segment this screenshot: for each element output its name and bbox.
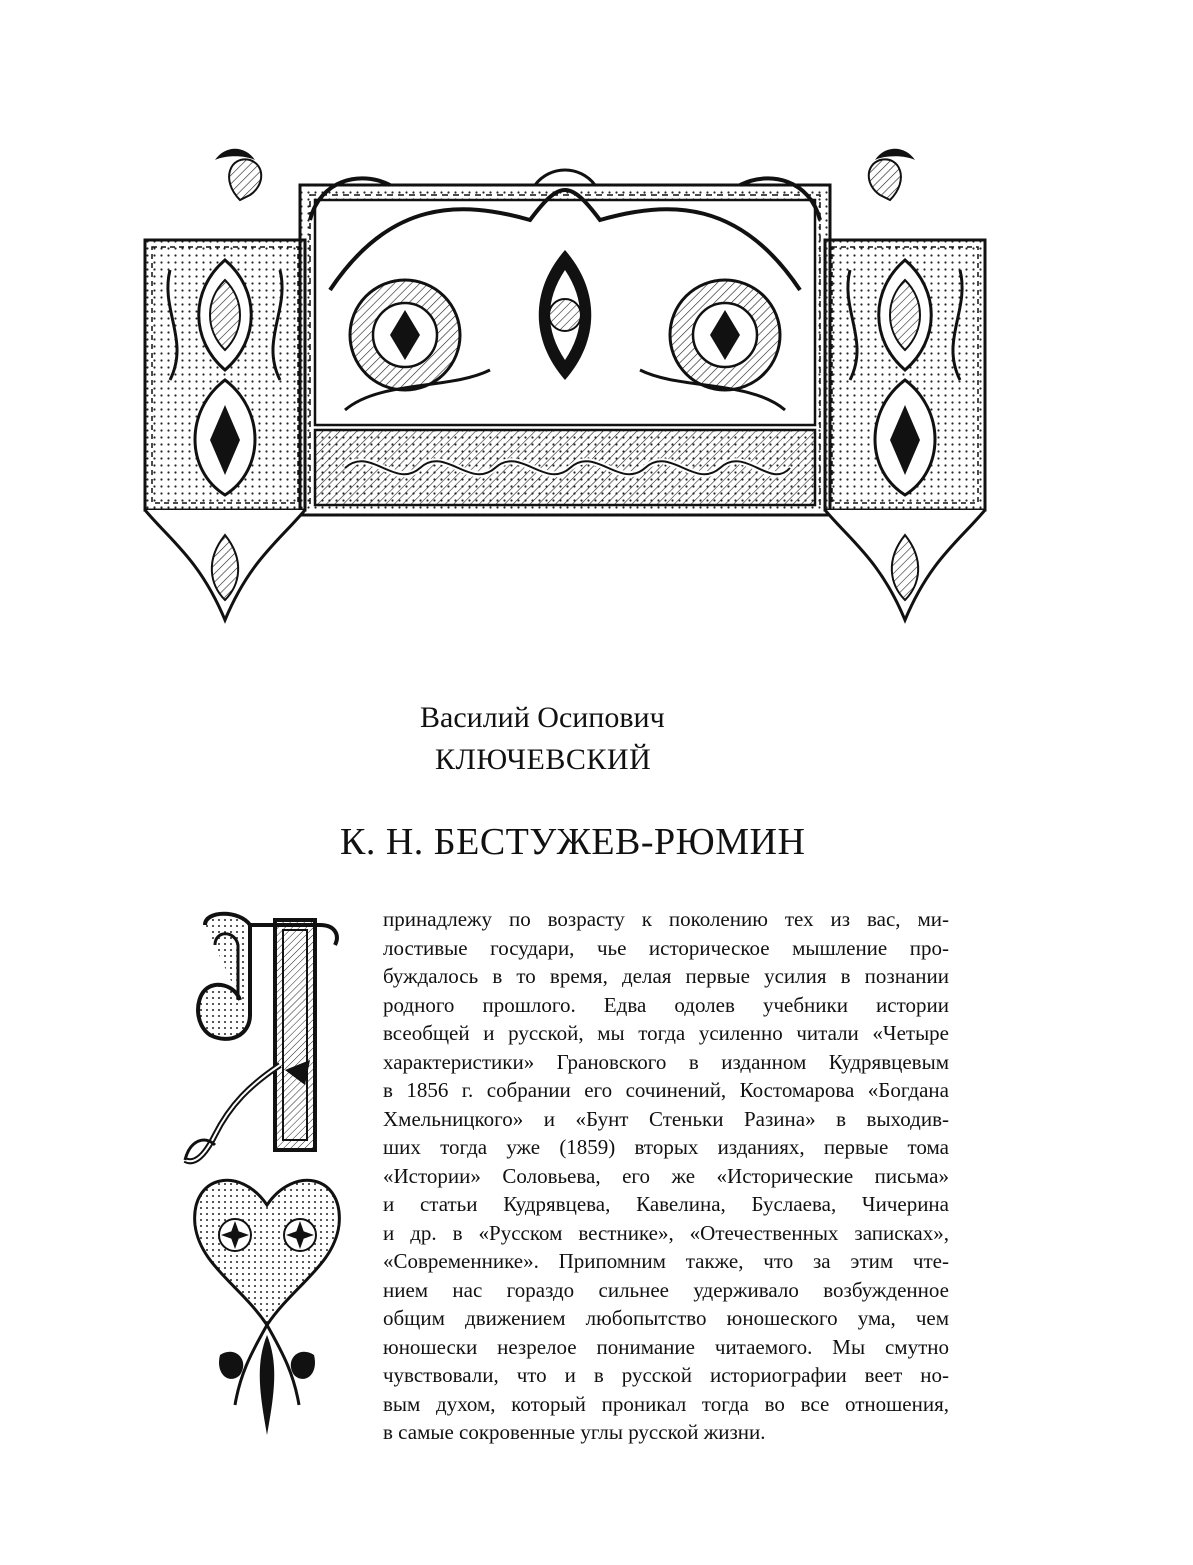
dropcap-heart-ornament (195, 1180, 340, 1435)
body-line: и др. в «Русском вестнике», «Отечественных записках», (383, 1220, 949, 1245)
body-line: буждалось в то время, делая первые усилия в познании (383, 964, 949, 988)
bottom-pendants (145, 510, 985, 620)
body-line: характеристики» Грановского в изданном Кудрявцевым (383, 1049, 949, 1074)
body-line: принадлежу по возрасту к поколению тех из вас, ми- (383, 907, 949, 931)
author-name: Василий Осипович (420, 701, 665, 734)
body-line: всеобщей и русской, мы тогда усиленно читали «Четыре (383, 1021, 949, 1045)
body-line: и статьи Кудрявцева, Кавелина, Буслаева, Чичерина (383, 1192, 949, 1216)
body-line: нием нас гораздо сильнее удерживало возбужденное (383, 1277, 949, 1302)
article-body (383, 905, 949, 1447)
body-line: юношески незрелое понимание читаемого. Мы смутно (383, 1334, 949, 1359)
ornamental-dropcap (180, 905, 355, 1440)
body-line: «Истории» Соловьева, его же «Исторические письма» (383, 1163, 949, 1188)
body-line: лостивые государи, чье историческое мышление про- (383, 935, 949, 960)
body-line: вым духом, который проникал тогда во все отношения, (383, 1391, 949, 1416)
central-panel (300, 185, 830, 515)
right-side-panel (825, 240, 985, 510)
dropcap-letter-ya (185, 914, 337, 1162)
body-line: чувствовали, что и в русской историографии веет но- (383, 1363, 949, 1387)
left-side-panel (145, 240, 305, 510)
body-line: «Современнике». Припомним также, что за этим чте- (383, 1249, 949, 1273)
body-line: Хмельницкого» и «Бунт Стеньки Разина» в выходив- (383, 1106, 949, 1131)
body-line: общим движением любопытство юношеского ума, чем (383, 1306, 949, 1330)
article-title: К. Н. БЕСТУЖЕВ-РЮМИН (340, 821, 806, 863)
body-line: родного прошлого. Едва одолев учебники истории (383, 992, 949, 1017)
ornamental-headpiece (130, 140, 1000, 630)
body-line: в 1856 г. собрании его сочинений, Костомарова «Богдана (383, 1078, 949, 1102)
body-line: в самые сокровенные углы русской жизни. (383, 1420, 766, 1444)
author-surname: КЛЮЧЕВСКИЙ (435, 743, 652, 776)
body-line: ших тогда уже (1859) вторых изданиях, первые тома (383, 1135, 949, 1159)
